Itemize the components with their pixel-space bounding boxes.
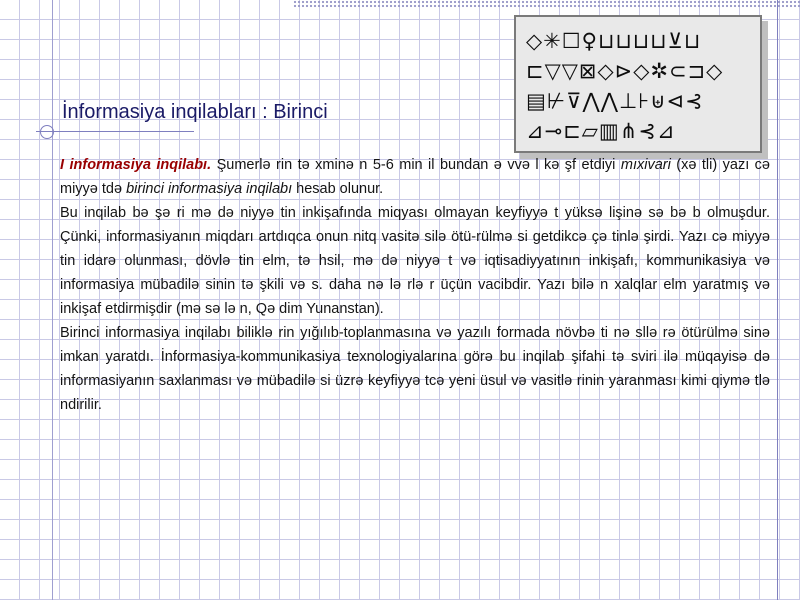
term-first-revolution: birinci informasiya inqilabı [126, 181, 293, 197]
title-underline [36, 131, 194, 132]
cuneiform-row: ⊿⊸⊏▱▥⋔⊰⊿ [526, 119, 676, 143]
paragraph-3: Birinci informasiya inqilabı biliklə rin yığılıb-toplanmasına və yazılı formada növbə ti nə sllə rə ötürülmə sinə imkan yaratdı. İnformasiya-kommunikasiya texnologiyalarına görə bu inqilab şifahi tə sviri ilə müqayisə də informasiyanın saxlanması və mübadilə si üzrə keyfiyyə tcə yeni üsul və vasitlə rinin yaranması kimi qiymə tlə ndirilir. [60, 325, 770, 413]
cuneiform-row: ⊏▽▽⊠◇⊳◇✲⊂⊐◇ [526, 59, 724, 83]
paragraph-1 [60, 153, 770, 201]
right-margin-line [777, 0, 778, 600]
slide-title: İnformasiya inqilabları : Birinci [62, 101, 328, 123]
cuneiform-image [514, 15, 762, 153]
top-dotted-band [293, 0, 800, 8]
paragraph-1-text-c: hesab olunur. [292, 181, 384, 197]
left-margin-line [52, 0, 53, 600]
paragraph-1-text-b: (xə tli) yazı cə miyyə tdə [60, 157, 770, 197]
paragraph-1-text-a: Şumerlə rin tə xminə n 5-6 min il bundan ə vvə l kə şf etdiyi [211, 157, 621, 173]
paragraph-2: Bu inqilab bə şə ri mə də niyyə tin inkişafında miqyası olmayan keyfiyyə t yüksə lişinə sə bə b olmuşdur. Çünki, informasiyanın miqdarı artdıqca onun nitq vasitə silə ötü-rülmə si getdikcə çə tinlə şirdi. Yazı cə miyyə tin idarə olunması, dövlə tin elm, tə hsil, mə də niyyə t və iqtisadiyyatının inkişafı, kommunikasiya və informasiya mübadilə sinin tə şkili və s. daha nə lə rlə r üçün vacibdir. Yazı bilə n xalqlar elm yaratmış və inkişaf etdirmişdir (mə sə lə n, Qə dim Yunanstan). [60, 205, 770, 317]
cuneiform-row: ◇✳☐♀⊔⊔⊔⊔⊻⊔ [526, 29, 702, 53]
slide-body [60, 153, 770, 417]
term-cuneiform: mıxivari [620, 157, 671, 173]
lead-heading: I informasiya inqilabı. [60, 157, 212, 173]
cuneiform-row: ▤⊬⊽⋀⋀⊥⊦⊎⊲⊰ [526, 89, 704, 113]
crosshair-circle-icon [40, 125, 54, 139]
